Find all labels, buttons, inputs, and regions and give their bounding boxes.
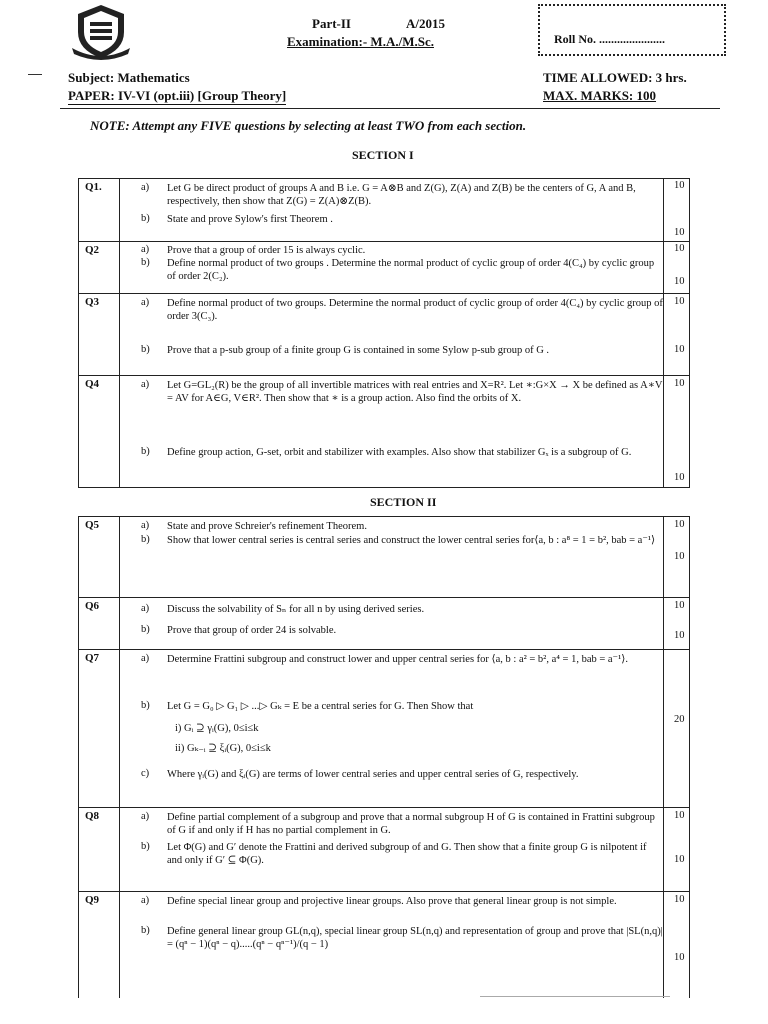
marks-value: 10 bbox=[674, 378, 685, 389]
max-marks: MAX. MARKS: 100 bbox=[543, 88, 657, 103]
marks-value: 10 bbox=[674, 600, 685, 611]
question-number: Q9 bbox=[85, 894, 100, 906]
question-text: State and prove Sylow's first Theorem . bbox=[167, 214, 333, 225]
question-text: Define group action, G-set, orbit and stabilizer with examples. Also show that stabilizer Gₓ is a subgroup of G. bbox=[167, 447, 632, 458]
question-row-q5 bbox=[79, 517, 689, 597]
question-text: Let G=GL₂(R) be the group of all invertible matrices with real entries and X=R². Let ∗:G×X → X be defined as A∗V = AV for A∈G, V∈R². Then show that ∗ is a group action. Also find the orbits of X. bbox=[167, 380, 663, 404]
question-text: Let G = G₀ ▷ G₁ ▷ ...▷ Gₖ = E be a central series for G. Then Show that bbox=[167, 701, 474, 712]
question-row-q1 bbox=[79, 179, 689, 241]
part-label: a) bbox=[141, 811, 150, 822]
question-row-q4 bbox=[79, 375, 689, 487]
question-number: Q2 bbox=[85, 244, 100, 256]
question-number: Q1. bbox=[85, 181, 102, 193]
question-text: Define special linear group and projective linear groups. Also prove that general linear group is not simple. bbox=[167, 896, 617, 907]
part-label: a) bbox=[141, 603, 150, 614]
paper-label: PAPER: IV-VI (opt.iii) [Group Theory] bbox=[68, 88, 287, 103]
marks-value: 10 bbox=[674, 180, 685, 191]
question-number: Q4 bbox=[85, 378, 100, 390]
marks-value: 10 bbox=[674, 894, 685, 905]
question-text: Discuss the solvability of Sₙ for all n by using derived series. bbox=[167, 604, 425, 615]
marks-value: 10 bbox=[674, 276, 685, 287]
exam-session: A/2015 bbox=[406, 16, 445, 31]
question-text: Determine Frattini subgroup and construct lower and upper central series for ⟨a, b : a² = b², a⁴ = 1, bab = a⁻¹⟩. bbox=[167, 654, 628, 665]
question-number: Q7 bbox=[85, 652, 100, 664]
part-label: c) bbox=[141, 768, 150, 779]
header-divider bbox=[60, 108, 720, 109]
part-label: a) bbox=[141, 895, 150, 906]
section-2-title: SECTION II bbox=[370, 495, 437, 509]
instructions-note: NOTE: Attempt any FIVE questions by selecting at least TWO from each section. bbox=[90, 118, 527, 133]
marks-value: 10 bbox=[674, 854, 685, 865]
question-text: i) Gᵢ ⊇ γᵢ(G), 0≤i≤k bbox=[175, 723, 259, 734]
section-1-table bbox=[78, 178, 690, 488]
part-label: a) bbox=[141, 653, 150, 664]
question-row-q9 bbox=[79, 891, 689, 997]
question-number: Q5 bbox=[85, 519, 100, 531]
marks-value: 10 bbox=[674, 519, 685, 530]
question-text: Define partial complement of a subgroup and prove that a normal subgroup H of G is contained in Frattini subgroup of G if and only if H has no partial complement in G. bbox=[167, 812, 655, 836]
marks-value: 10 bbox=[674, 551, 685, 562]
question-text: Define normal product of two groups. Determine the normal product of cyclic group of order 4(C₄) by cyclic group of order 3(C₃). bbox=[167, 298, 663, 322]
part-label: b) bbox=[141, 534, 150, 545]
marks-value: 20 bbox=[674, 714, 685, 725]
marks-value: 10 bbox=[674, 243, 685, 254]
marks-value: 10 bbox=[674, 472, 685, 483]
question-number: Q3 bbox=[85, 296, 100, 308]
question-text: Prove that a p-sub group of a finite group G is contained in some Sylow p-sub group of G . bbox=[167, 345, 550, 356]
part-label: a) bbox=[141, 520, 150, 531]
question-text: Let G be direct product of groups A and B i.e. G = A⊗B and Z(G), Z(A) and Z(B) be the centers of G, A and B, respectively, then show that Z(G) = Z(A)⊗Z(B). bbox=[167, 183, 636, 207]
question-row-q2 bbox=[79, 241, 689, 293]
question-row-q6 bbox=[79, 597, 689, 649]
section-2-table bbox=[78, 516, 690, 998]
question-text: Show that lower central series is central series and construct the lower central series for⟨a, b : a⁸ = 1 = b², bab = a⁻¹⟩ bbox=[167, 535, 656, 546]
question-text: Define general linear group GL(n,q), special linear group SL(n,q) and representation of group and prove that |SL(n,q)| = (qⁿ − 1)(qⁿ − q).....(qⁿ − qⁿ⁻¹)/(q − 1) bbox=[167, 926, 663, 950]
question-row-q7 bbox=[79, 649, 689, 807]
roll-number-box bbox=[538, 4, 726, 56]
part-label: b) bbox=[141, 213, 150, 224]
marks-value: 10 bbox=[674, 344, 685, 355]
part-label: b) bbox=[141, 344, 150, 355]
part-label: a) bbox=[141, 379, 150, 390]
part-label: a) bbox=[141, 182, 150, 193]
part-label: b) bbox=[141, 446, 150, 457]
question-text: Prove that group of order 24 is solvable. bbox=[167, 625, 337, 636]
question-text: Prove that a group of order 15 is always cyclic. bbox=[167, 245, 366, 256]
part-label: b) bbox=[141, 841, 150, 852]
footer-dash bbox=[480, 996, 670, 997]
margin-mark bbox=[28, 74, 42, 75]
marks-value: 10 bbox=[674, 227, 685, 238]
part-label: a) bbox=[141, 244, 150, 255]
question-text: ii) Gₖ₋ᵢ ⊇ ξᵢ(G), 0≤i≤k bbox=[175, 743, 271, 754]
roll-number-field[interactable]: Roll No. ...................... bbox=[554, 32, 665, 46]
part-label: b) bbox=[141, 925, 150, 936]
exam-part: Part-II bbox=[312, 16, 351, 31]
section-1-title: SECTION I bbox=[352, 148, 414, 162]
marks-value: 10 bbox=[674, 952, 685, 963]
part-label: a) bbox=[141, 297, 150, 308]
question-number: Q6 bbox=[85, 600, 100, 612]
marks-value: 10 bbox=[674, 810, 685, 821]
marks-value: 10 bbox=[674, 630, 685, 641]
university-crest-icon bbox=[70, 2, 132, 60]
marks-value: 10 bbox=[674, 296, 685, 307]
question-text: Where γᵢ(G) and ξᵢ(G) are terms of lower central series and upper central series of G, respectively. bbox=[167, 769, 579, 780]
examination-title: Examination:- M.A./M.Sc. bbox=[287, 34, 434, 49]
part-label: b) bbox=[141, 624, 150, 635]
part-label: b) bbox=[141, 700, 150, 711]
question-row-q3 bbox=[79, 293, 689, 375]
subject-label: Subject: Mathematics bbox=[68, 70, 190, 85]
question-text: Define normal product of two groups . Determine the normal product of cyclic group of order 4(C₄) by cyclic group of order 2(C₂). bbox=[167, 258, 655, 282]
question-text: Let Φ(G) and G′ denote the Frattini and derived subgroup of and G. Then show that a finite group G is nilpotent if and only if G′ ⊆ Φ(G). bbox=[167, 842, 647, 866]
question-number: Q8 bbox=[85, 810, 100, 822]
question-row-q8 bbox=[79, 807, 689, 891]
time-allowed: TIME ALLOWED: 3 hrs. bbox=[543, 70, 687, 85]
part-label: b) bbox=[141, 257, 150, 268]
question-text: State and prove Schreier's refinement Theorem. bbox=[167, 521, 367, 532]
